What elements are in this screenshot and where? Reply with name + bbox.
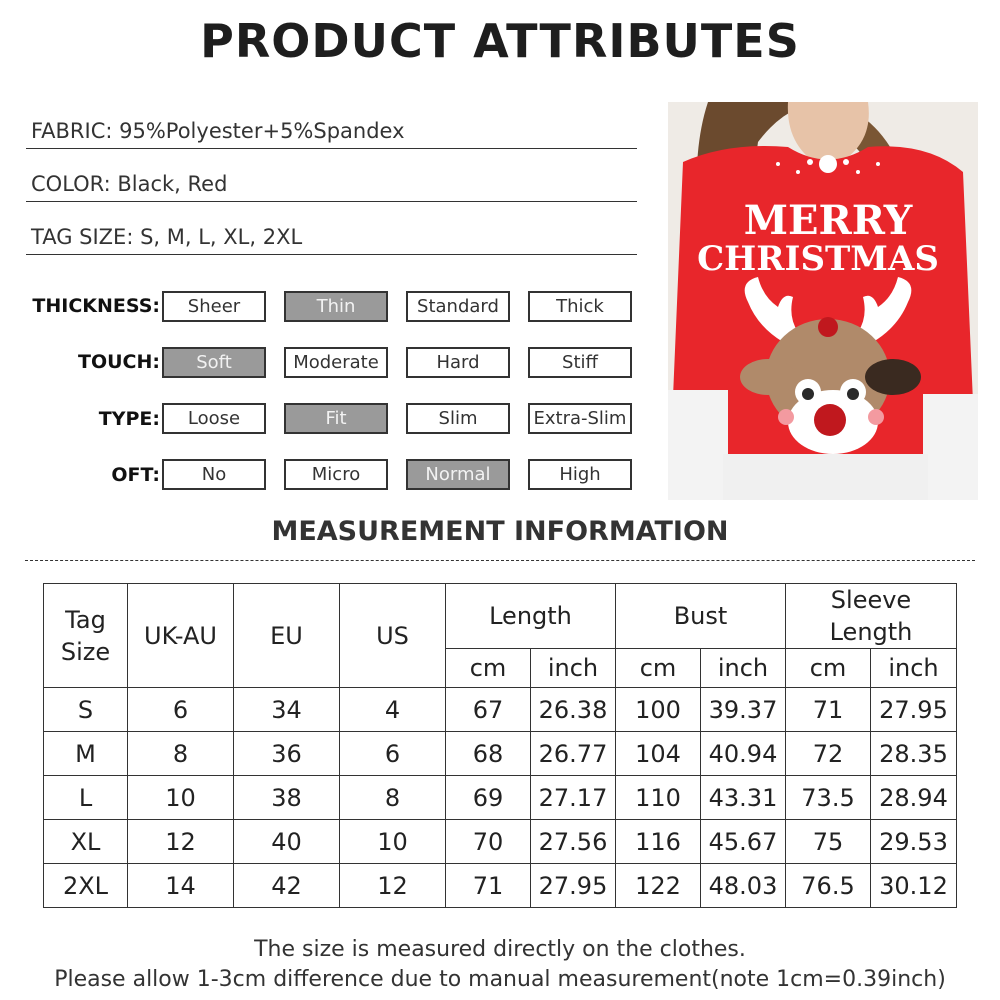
table-row [44, 820, 957, 864]
table-cell: 122 [616, 864, 701, 908]
measurement-table-body [44, 688, 957, 908]
measurement-table [43, 583, 957, 908]
header-length: Length [446, 584, 616, 649]
table-cell: 45.67 [701, 820, 786, 864]
table-cell: 36 [234, 732, 340, 776]
table-cell: M [44, 732, 128, 776]
touch-option-moderate: Moderate [284, 347, 388, 378]
table-cell: 43.31 [701, 776, 786, 820]
table-cell: 100 [616, 688, 701, 732]
dashed-divider [25, 560, 975, 561]
table-row [44, 776, 957, 820]
print-text-christmas: CHRISTMAS [697, 239, 939, 279]
table-cell: 67 [446, 688, 531, 732]
table-cell: 40.94 [701, 732, 786, 776]
header-bust-inch: inch [701, 649, 786, 688]
table-cell: 26.77 [531, 732, 616, 776]
table-cell: 39.37 [701, 688, 786, 732]
header-length-cm: cm [446, 649, 531, 688]
table-cell: 10 [340, 820, 446, 864]
table-cell: L [44, 776, 128, 820]
table-cell: 12 [128, 820, 234, 864]
table-cell: 76.5 [786, 864, 871, 908]
table-cell: 116 [616, 820, 701, 864]
table-row [44, 732, 957, 776]
product-photo-illustration [668, 102, 978, 500]
header-bust: Bust [616, 584, 786, 649]
print-text-merry: MERRY [743, 197, 913, 244]
header-eu: EU [234, 584, 340, 688]
table-cell: 27.56 [531, 820, 616, 864]
page-title: PRODUCT ATTRIBUTES [200, 14, 800, 68]
header-length-inch: inch [531, 649, 616, 688]
table-cell: 29.53 [871, 820, 957, 864]
touch-option-soft: Soft [162, 347, 266, 378]
table-cell: 8 [128, 732, 234, 776]
table-cell: 34 [234, 688, 340, 732]
table-cell: 73.5 [786, 776, 871, 820]
table-cell: 70 [446, 820, 531, 864]
fabric-attribute: FABRIC: 95%Polyester+5%Spandex [26, 114, 637, 149]
table-cell: 69 [446, 776, 531, 820]
table-cell: 40 [234, 820, 340, 864]
table-cell: 4 [340, 688, 446, 732]
color-attribute: COLOR: Black, Red [26, 167, 637, 202]
note-line-2: Please allow 1-3cm difference due to manual measurement(note 1cm=0.39inch) [54, 967, 946, 992]
oft-option-no: No [162, 459, 266, 490]
touch-option-hard: Hard [406, 347, 510, 378]
table-cell: 71 [786, 688, 871, 732]
note-line-1: The size is measured directly on the clothes. [254, 937, 746, 962]
table-cell: 26.38 [531, 688, 616, 732]
oft-option-normal: Normal [406, 459, 510, 490]
table-cell: S [44, 688, 128, 732]
touch-option-stiff: Stiff [528, 347, 632, 378]
table-cell: XL [44, 820, 128, 864]
header-sleeve-inch: inch [871, 649, 957, 688]
table-cell: 28.94 [871, 776, 957, 820]
table-cell: 75 [786, 820, 871, 864]
type-option-extra-slim: Extra-Slim [528, 403, 632, 434]
table-cell: 6 [128, 688, 234, 732]
table-cell: 30.12 [871, 864, 957, 908]
table-cell: 8 [340, 776, 446, 820]
type-label: TYPE: [98, 408, 160, 430]
table-cell: 48.03 [701, 864, 786, 908]
header-us: US [340, 584, 446, 688]
table-cell: 14 [128, 864, 234, 908]
table-cell: 68 [446, 732, 531, 776]
table-cell: 27.95 [871, 688, 957, 732]
table-cell: 110 [616, 776, 701, 820]
table-cell: 104 [616, 732, 701, 776]
table-cell: 28.35 [871, 732, 957, 776]
header-sleeve-length: Sleeve Length [786, 584, 957, 649]
product-photo [668, 102, 978, 500]
header-bust-cm: cm [616, 649, 701, 688]
table-cell: 12 [340, 864, 446, 908]
table-cell: 72 [786, 732, 871, 776]
header-sleeve-cm: cm [786, 649, 871, 688]
type-option-fit: Fit [284, 403, 388, 434]
thickness-option-sheer: Sheer [162, 291, 266, 322]
type-option-loose: Loose [162, 403, 266, 434]
oft-option-high: High [528, 459, 632, 490]
oft-option-micro: Micro [284, 459, 388, 490]
table-cell: 42 [234, 864, 340, 908]
table-cell: 27.17 [531, 776, 616, 820]
table-row [44, 688, 957, 732]
thickness-option-thin: Thin [284, 291, 388, 322]
table-cell: 6 [340, 732, 446, 776]
touch-label: TOUCH: [78, 351, 160, 373]
header-tag-size: Tag Size [44, 584, 128, 688]
table-cell: 27.95 [531, 864, 616, 908]
thickness-label: THICKNESS: [32, 295, 160, 317]
table-cell: 38 [234, 776, 340, 820]
measurement-title: MEASUREMENT INFORMATION [271, 516, 729, 547]
tag-size-attribute: TAG SIZE: S, M, L, XL, 2XL [26, 220, 637, 255]
table-cell: 2XL [44, 864, 128, 908]
table-cell: 71 [446, 864, 531, 908]
table-row [44, 864, 957, 908]
header-uk-au: UK-AU [128, 584, 234, 688]
thickness-option-standard: Standard [406, 291, 510, 322]
table-cell: 10 [128, 776, 234, 820]
type-option-slim: Slim [406, 403, 510, 434]
oft-label: OFT: [111, 464, 160, 486]
thickness-option-thick: Thick [528, 291, 632, 322]
